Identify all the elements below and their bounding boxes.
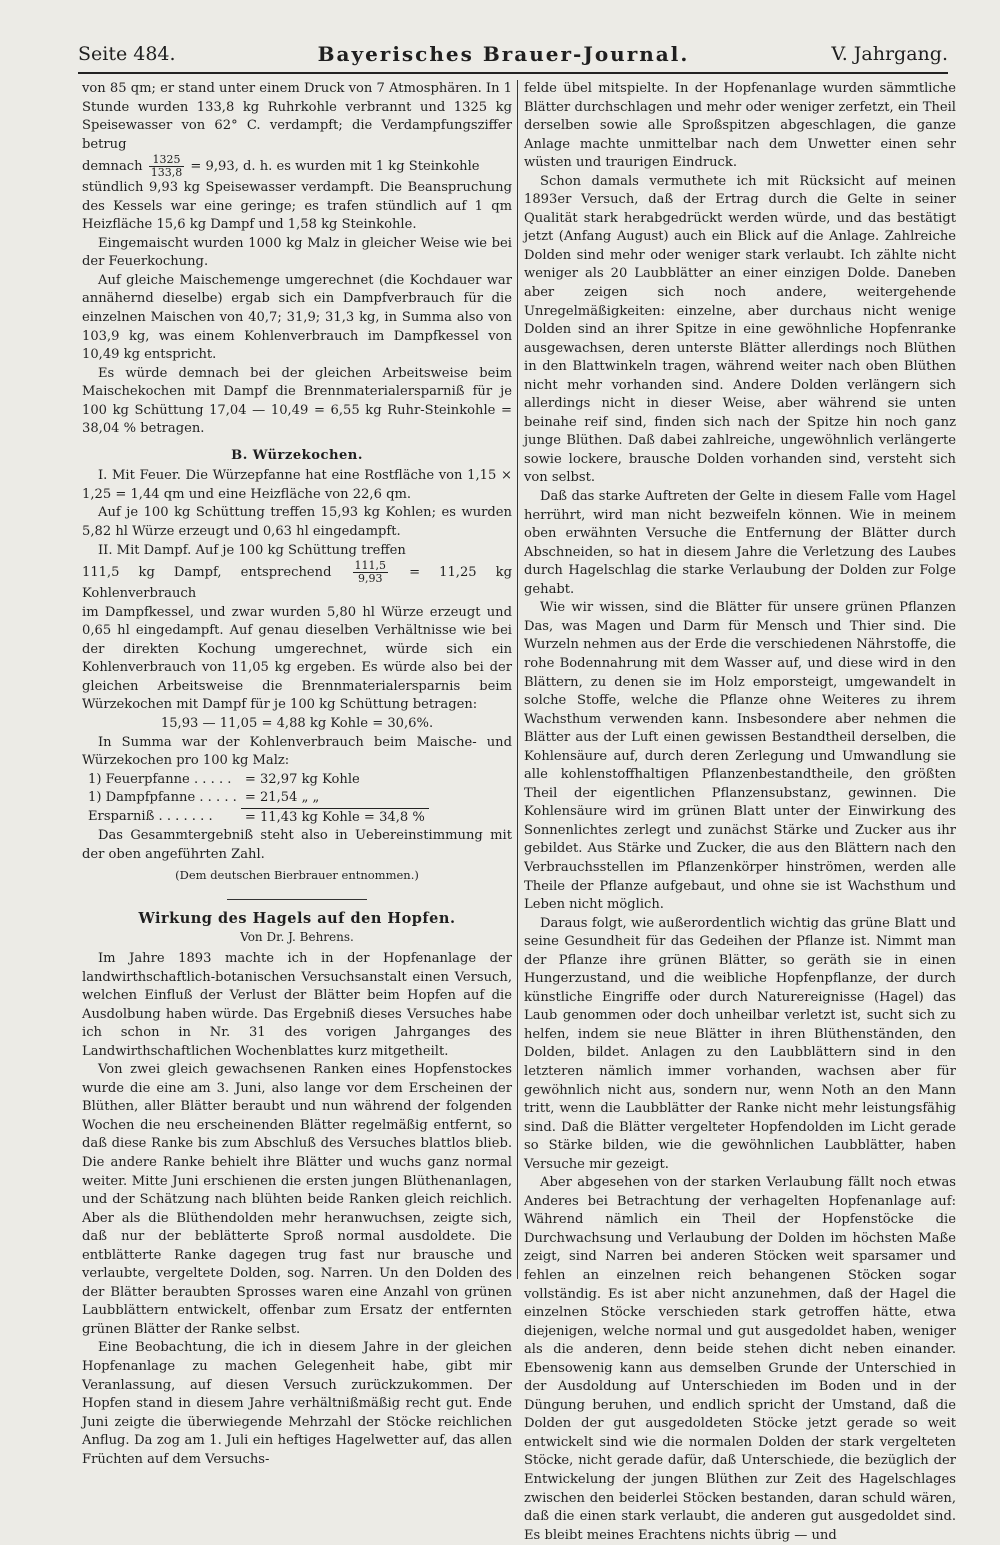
section-separator xyxy=(227,899,367,900)
left-column xyxy=(82,80,512,1467)
table-row xyxy=(84,789,429,808)
volume-label: V. Jahrgang. xyxy=(831,43,948,65)
paragraph: Wie wir wissen, sind die Blätter für unsere grünen Pflanzen Das, was Magen und Darm für Mensch und Thier sind. Die Wurzeln nehmen aus der Erde die verschiedenen Nährstoffe, die rohe Bodennahrung mit dem Wasser auf, und diese wird in den Blättern, zu denen sie im Holz emporsteigt, umgewandelt in solche Stoffe, welche die Pflanze ohne Weiteres zu ihrem Wachsthum verwenden kann. Insbesondere aber nehmen die Blätter aus der Luft einen gewissen Bestandtheil derselben, die Kohlensäure auf, durch deren Zerlegung und Umwandlung sie alle kohlenstoffhaltigen Pflanzenbestandtheile, den größten Theil der eigentlichen Pflanzensubstanz, gewinnen. Die Kohlensäure wird im grünen Blatt unter der Einwirkung des Sonnenlichtes zerlegt und zunächst Stärke und Zucker aus ihr gebildet. Aus Stärke und Zucker, die aus den Blättern nach den Verbrauchsstellen im Pflanzenkörper hinströmen, werden alle Theile der Pflanze aufgebaut, und ohne sie ist Wachsthum und Leben nicht möglich. xyxy=(524,600,956,913)
row-label: 1) Feuerpfanne . . . . . xyxy=(88,771,232,787)
page-header xyxy=(78,36,948,72)
journal-title: Bayerisches Brauer-Journal. xyxy=(317,42,690,66)
paragraph: Auf gleiche Maischemenge umgerechnet (die Kochdauer war annähernd dieselbe) ergab sich ein Dampfverbrauch für die einzelnen Maischen von 40,7; 31,9; 31,3 kg, in Summa also von 103,9 kg, was einem Kohlenverbrauch im Dampfkessel von 10,49 kg entspricht. xyxy=(82,272,512,363)
paragraph: Das Gesammtergebniß steht also in Uebereinstimmung mit der oben angeführten Zahl. xyxy=(82,828,512,862)
equation-prefix: 111,5 kg Dampf, entsprechend xyxy=(82,565,332,581)
fraction xyxy=(353,560,389,585)
coal-summary-table xyxy=(84,771,429,828)
table-row xyxy=(84,771,429,790)
equation-line xyxy=(82,560,512,604)
row-value: = 32,97 kg Kohle xyxy=(244,771,360,787)
paragraph: Eine Beobachtung, die ich in diesem Jahre in der gleichen Hopfenanlage zu machen Gelegenheit habe, gibt mir Veranlassung, auf diesen Versuch zurückzukommen. Der Hopfen stand in diesem Jahre verhältnißmäßig recht gut. Ende Juni zeigte die überwiegende Mehrzahl der Stöcke reichlichen Anflug. Da zog am 1. Juli ein heftiges Hagelwetter auf, das allen Früchten auf dem Versuchs- xyxy=(82,1340,512,1467)
fraction-numerator: 111,5 xyxy=(354,559,387,573)
paragraph: felde übel mitspielte. In der Hopfenanlage wurden sämmtliche Blätter durchschlagen und mehr oder weniger zerfetzt, ein Theil derselben sowie alle Sproßspitzen abgeschlagen, die ganze Anlage machte unmittelbar nach dem Unwetter einen sehr wüsten und traurigen Eindruck. xyxy=(524,81,956,171)
paragraph: Es würde demnach bei der gleichen Arbeitsweise beim Maischekochen mit Dampf die Brennmaterialersparniß für je 100 kg Schüttung 17,04 — 10,49 = 6,55 kg Ruhr-Steinkohle = 38,04 % betragen. xyxy=(82,365,512,437)
paragraph: Auf je 100 kg Schüttung treffen 15,93 kg Kohlen; es wurden 5,82 hl Würze erzeugt und 0,63 hl eingedampft. xyxy=(82,505,512,540)
paragraph: Daß das starke Auftreten der Gelte in diesem Falle vom Hagel herrührt, wird man nicht bezweifeln können. Wie in meinem oben erwähnten Versuche die Entfernung der Blätter durch Abschneiden, so hat in diesem Jahre die Verletzung des Laubes durch Hagelschlag die starke Verlaubung der Dolden zur Folge gehabt. xyxy=(524,489,956,597)
equation-prefix: demnach xyxy=(82,159,143,175)
fraction-denominator: 133,8 xyxy=(150,166,183,180)
fraction-denominator: 9,93 xyxy=(358,572,383,586)
table-row xyxy=(84,808,429,827)
row-value: = 11,43 kg Kohle = 34,8 % xyxy=(241,808,429,827)
paragraph: I. Mit Feuer. Die Würzepfanne hat eine Rostfläche von 1,15 × 1,25 = 1,44 qm und eine Heizfläche von 22,6 qm. xyxy=(82,468,512,502)
paragraph: Eingemaischt wurden 1000 kg Malz in gleicher Weise wie bei der Feuerkochung. xyxy=(82,235,512,270)
column-divider xyxy=(517,80,518,1279)
fraction xyxy=(149,154,185,179)
equation-suffix: = 9,93, d. h. es wurden mit 1 kg Steinkohle xyxy=(190,159,480,175)
article-byline: Von Dr. J. Behrens. xyxy=(240,930,354,945)
section-heading: B. Würzekochen. xyxy=(231,447,363,463)
paragraph: im Dampfkessel, und zwar wurden 5,80 hl Würze erzeugt und 0,65 hl eingedampft. Auf genau dieselben Verhältnisse wie bei der direkten Kochung umgerechnet, würde sich ein Kohlenverbrauch von 11,05 kg ergeben. Es würde also bei der gleichen Arbeitsweise die Brennmaterialersparnis beim Würzekochen mit Dampf für je 100 kg Schüttung betragen: xyxy=(82,604,512,713)
equation-line xyxy=(82,154,512,179)
source-note: (Dem deutschen Bierbrauer entnommen.) xyxy=(175,868,419,883)
paragraph: Schon damals vermuthete ich mit Rücksicht auf meinen 1893er Versuch, daß der Ertrag durch die Gelte in seiner Qualität stark herabgedrückt werden würde, und das bestätigt jetzt (Anfang August) auch ein Blick auf die Anlage. Zahlreiche Dolden sind mehr oder weniger stark verlaubt. Ich zählte nicht weniger als 20 Laubblätter an einer einzigen Dolde. Daneben aber zeigen sich noch andere, weitergehende Unregelmäßigkeiten: einzelne, aber durchaus nicht wenige Dolden sind an ihrer Spitze in eine gewöhnliche Hopfenranke ausgewachsen, deren unterste Blätter allerdings noch Blüthen in den Blattwinkeln tragen, während weiter nach oben Blüthen nicht mehr vorhanden sind. Andere Dolden verlängern sich allerdings nicht in dieser Weise, aber während sie unten beinahe reif sind, finden sich nach der Spitze hin noch ganz junge Blüthen. Daß dabei zahlreiche, ungewöhnlich verlängerte sowie lockere, brausche Dolden vorhanden sind, versteht sich von selbst. xyxy=(524,173,956,486)
page-number: Seite 484. xyxy=(78,43,176,65)
row-value: = 21,54 „ „ xyxy=(244,790,320,806)
article-title: Wirkung des Hagels auf den Hopfen. xyxy=(138,909,456,927)
row-label: Ersparniß . . . . . . . xyxy=(88,809,213,825)
fraction-numerator: 1325 xyxy=(149,154,185,167)
paragraph: Aber abgesehen von der starken Verlaubung fällt noch etwas Anderes bei Betrachtung der verhagelten Hopfenanlage auf: Während nämlich ein Theil der Hopfenstöcke die Durchwachsung und Verlaubung der Dolden im höchsten Maße zeigt, sind Narren bei anderen Stöcken weit sparsamer und fehlen an einzelnen reich behangenen Stöcken sogar vollständig. Es ist aber nicht anzunehmen, daß der Hagel die einzelnen Stöcke verschieden stark getroffen hätte, etwa diejenigen, welche normal und gut ausgedoldet haben, weniger als die anderen, denn beide stehen dicht neben einander. Ebensowenig kann aus demselben Grunde der Unterschied in der Ausdoldung auf Unterschieden im Boden und in der Düngung beruhen, und endlich spricht der Umstand, daß die Dolden der gut ausgedoldeten Stöcke jetzt gerade so weit entwickelt sind wie die normalen Dolden der stark vergelteten Stöcke, nicht gerade dafür, daß Unterschiede, die bezüglich der Entwickelung der jungen Blüthen zur Zeit des Hagelschlages zwischen den beiderlei Stöcken bestanden, daran schuld wären, daß die einen stark verlaubt, die anderen gut ausgedoldet sind. Es bleibt meines Erachtens nichts übrig — und xyxy=(524,1175,956,1543)
paragraph: Von zwei gleich gewachsenen Ranken eines Hopfenstockes wurde die eine am 3. Juni, also lange vor dem Erscheinen der Blüthen, aller Blätter beraubt und nun während der folgenden Wochen die neu erscheinenden Blätter regelmäßig entfernt, so daß diese Ranke bis zum Abschluß des Versuches blattlos blieb. Die andere Ranke behielt ihre Blätter und wuchs ganz normal weiter. Mitte Juni erschienen die ersten jungen Blüthenanlagen, und der Schätzung nach blühten beide Ranken gleich reichlich. Aber als die Blüthendolden mehr heranwuchsen, zeigte sich, daß nur der beblätterte Sproß normal ausdoldete. Die entblätterte Ranke dagegen trug fast nur brausche und verlaubte, vergeltete Dolden, sog. Narren. Un den Dolden des der Blätter beraubten Sprosses waren eine Anzahl von grünen Laubblättern entwickelt, offenbar zum Ersatz der entfernten grünen Blätter der Ranke selbst. xyxy=(82,1062,512,1337)
equation-suffix: = 11,25 kg Kohlenverbrauch xyxy=(82,565,512,602)
header-rule xyxy=(78,72,948,74)
paragraph: stündlich 9,93 kg Speisewasser verdampft. Die Beanspruchung des Kessels war eine geringe; es trafen stündlich auf 1 qm Heizfläche 15,6 kg Dampf und 1,58 kg Steinkohle. xyxy=(82,180,512,233)
row-label: 1) Dampfpfanne . . . . . xyxy=(88,790,237,806)
equation: 15,93 — 11,05 = 4,88 kg Kohle = 30,6%. xyxy=(160,715,434,731)
paragraph: II. Mit Dampf. Auf je 100 kg Schüttung treffen xyxy=(98,542,406,558)
paragraph: von 85 qm; er stand unter einem Druck von 7 Atmosphären. In 1 Stunde wurden 133,8 kg Ruhrkohle verbrannt und 1325 kg Speisewasser von 62° C. verdampft; die Verdampfungsziffer betrug xyxy=(82,81,512,152)
paragraph: In Summa war der Kohlenverbrauch beim Maische- und Würzekochen pro 100 kg Malz: xyxy=(82,734,512,769)
paragraph: Daraus folgt, wie außerordentlich wichtig das grüne Blatt und seine Gesundheit für das Gedeihen der Pflanze ist. Nimmt man der Pflanze ihre grünen Blätter, so geräth sie in einen Hungerzustand, und die weibliche Hopfenpflanze, der durch künstliche Eingriffe oder durch Naturereignisse (Hagel) das Laub genommen oder doch unheilbar verletzt ist, sucht sich zu helfen, indem sie neue Blätter in ihren Blüthenständen, den Dolden, bildet. Anlagen zu den Laubblättern sind in den letzteren nämlich immer vorhanden, wachsen aber für gewöhnlich nicht aus, sondern nur, wenn Noth an den Mann tritt, wenn die Laubblätter der Ranke nicht mehr leistungsfähig sind. Daß die Blätter vergelteter Hopfendolden im Licht gerade so Stärke bilden, wie die gewöhnlichen Laubblätter, haben Versuche mir gezeigt. xyxy=(524,915,956,1172)
right-column xyxy=(524,80,956,1543)
paragraph: Im Jahre 1893 machte ich in der Hopfenanlage der landwirthschaftlich-botanischen Versuchsanstalt einen Versuch, welchen Einfluß der Verlust der Blätter beim Hopfen auf die Ausdolbung haben würde. Das Ergebniß dieses Versuches habe ich schon in Nr. 31 des vorigen Jahrganges des Landwirthschaftlichen Wochenblattes kurz mitgetheilt. xyxy=(82,950,512,1059)
